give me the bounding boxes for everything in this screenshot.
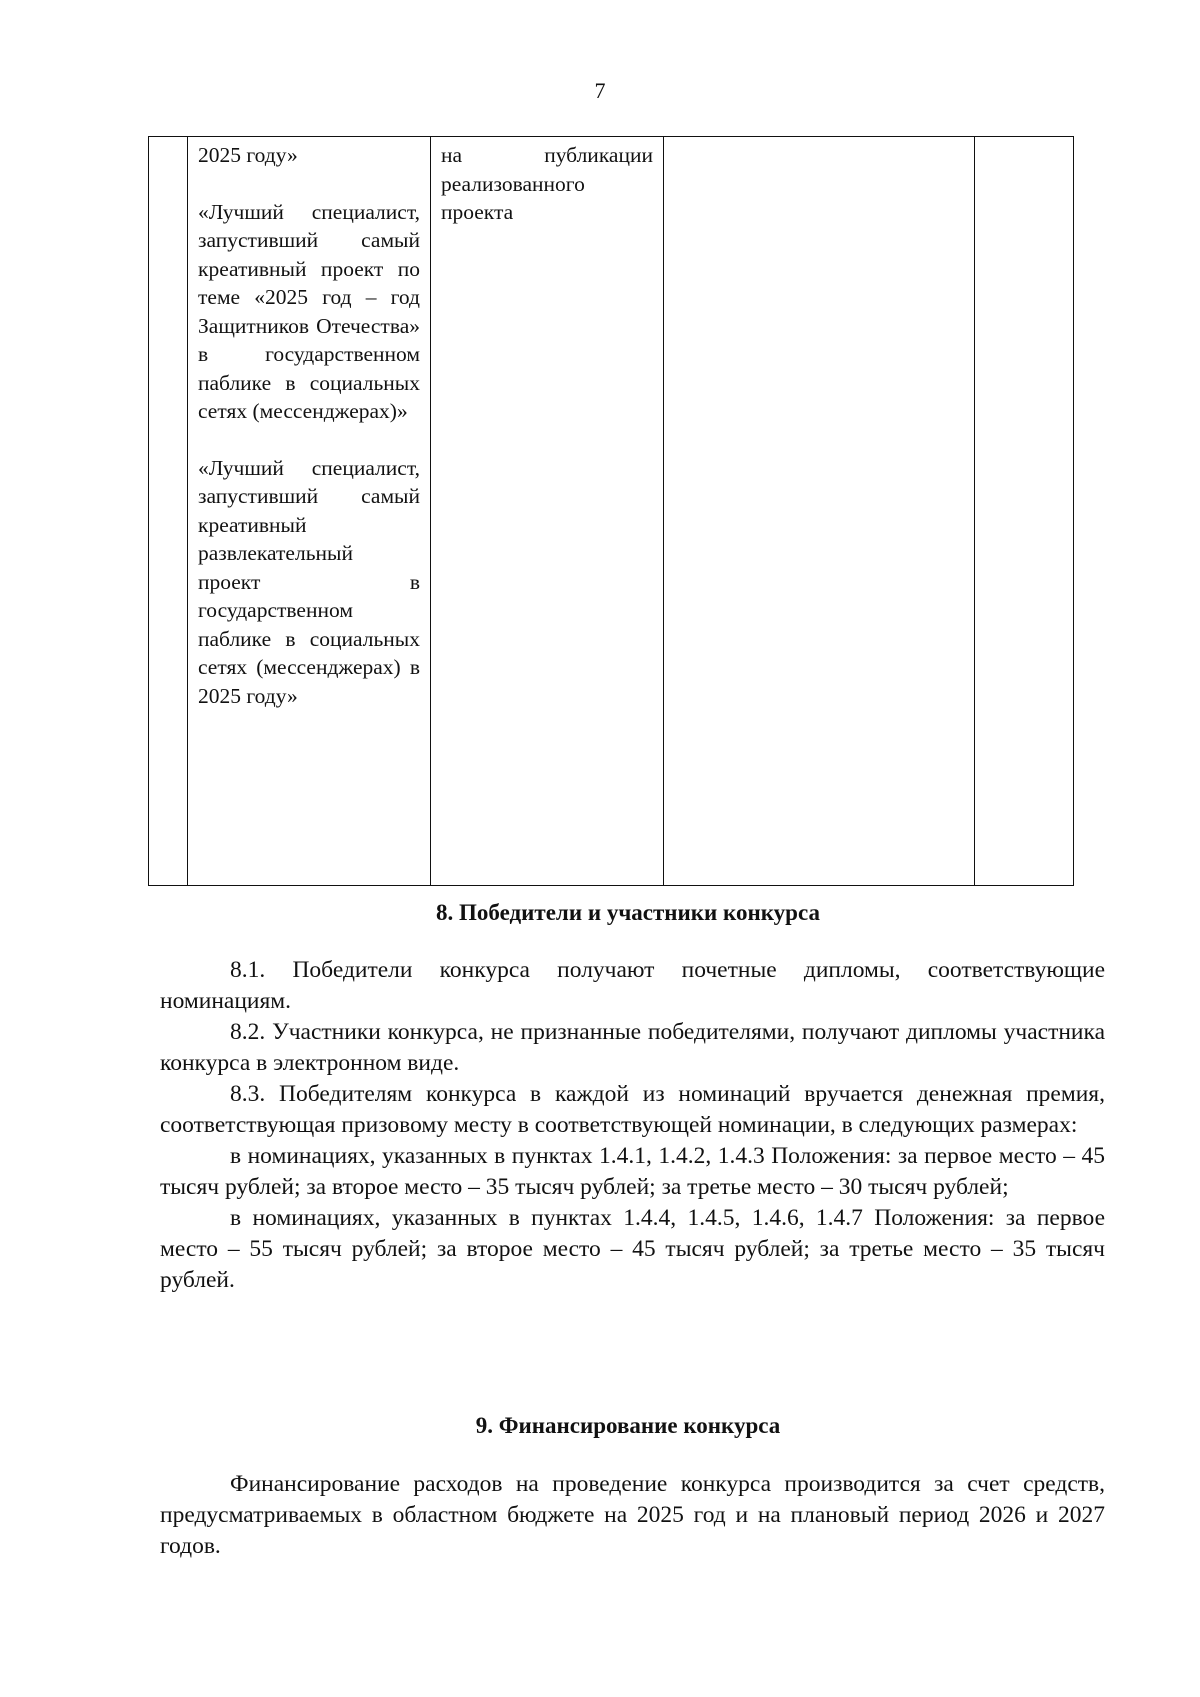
nomination-text: «Лучший специалист, запустивший самый креативный развлекательный проект в государственном паблике в социальных сетях (мессенджерах) в 2025 году» (198, 455, 420, 708)
criteria-text: на публикации реализованного проекта (441, 143, 653, 224)
table-row (149, 137, 1074, 886)
paragraph: в номинациях, указанных в пунктах 1.4.1, 1.4.2, 1.4.3 Положения: за первое место – 45 тысяч рублей; за второе место – 35 тысяч рублей; за третье место – 30 тысяч рублей; (160, 1143, 1105, 1200)
table-cell-criteria (431, 137, 664, 886)
paragraph: в номинациях, указанных в пунктах 1.4.4, 1.4.5, 1.4.6, 1.4.7 Положения: за первое место – 55 тысяч рублей; за второе место – 45 тысяч рублей; за третье место – 35 тысяч рублей. (160, 1205, 1105, 1293)
paragraph: 8.1. Победители конкурса получают почетные дипломы, соответствующие номинациям. (160, 957, 1105, 1014)
table-cell-empty (975, 137, 1074, 886)
nomination-text-continued: 2025 году» (198, 143, 298, 167)
section-9-body (160, 1469, 1105, 1562)
section-9-title: 9. Финансирование конкурса (475, 1413, 781, 1438)
paragraph: 8.2. Участники конкурса, не признанные победителями, получают дипломы участника конкурса в электронном виде. (160, 1019, 1105, 1076)
table-cell-number (149, 137, 188, 886)
section-8-body (160, 955, 1105, 1296)
section-8-title: 8. Победители и участники конкурса (436, 900, 820, 925)
table-cell-nomination (188, 137, 431, 886)
paragraph: 8.3. Победителям конкурса в каждой из номинаций вручается денежная премия, соответствующая призовому месту в соответствующей номинации, в следующих размерах: (160, 1081, 1105, 1138)
nomination-text: «Лучший специалист, запустивший самый креативный проект по теме «2025 год – год Защитников Отечества» в государственном паблике в социальных сетях (мессенджерах)» (198, 199, 420, 423)
nominations-table (148, 136, 1074, 886)
page-number: 7 (594, 78, 606, 103)
table-cell-empty (664, 137, 975, 886)
paragraph: Финансирование расходов на проведение конкурса производится за счет средств, предусматриваемых в областном бюджете на 2025 год и на плановый период 2026 и 2027 годов. (160, 1471, 1105, 1559)
